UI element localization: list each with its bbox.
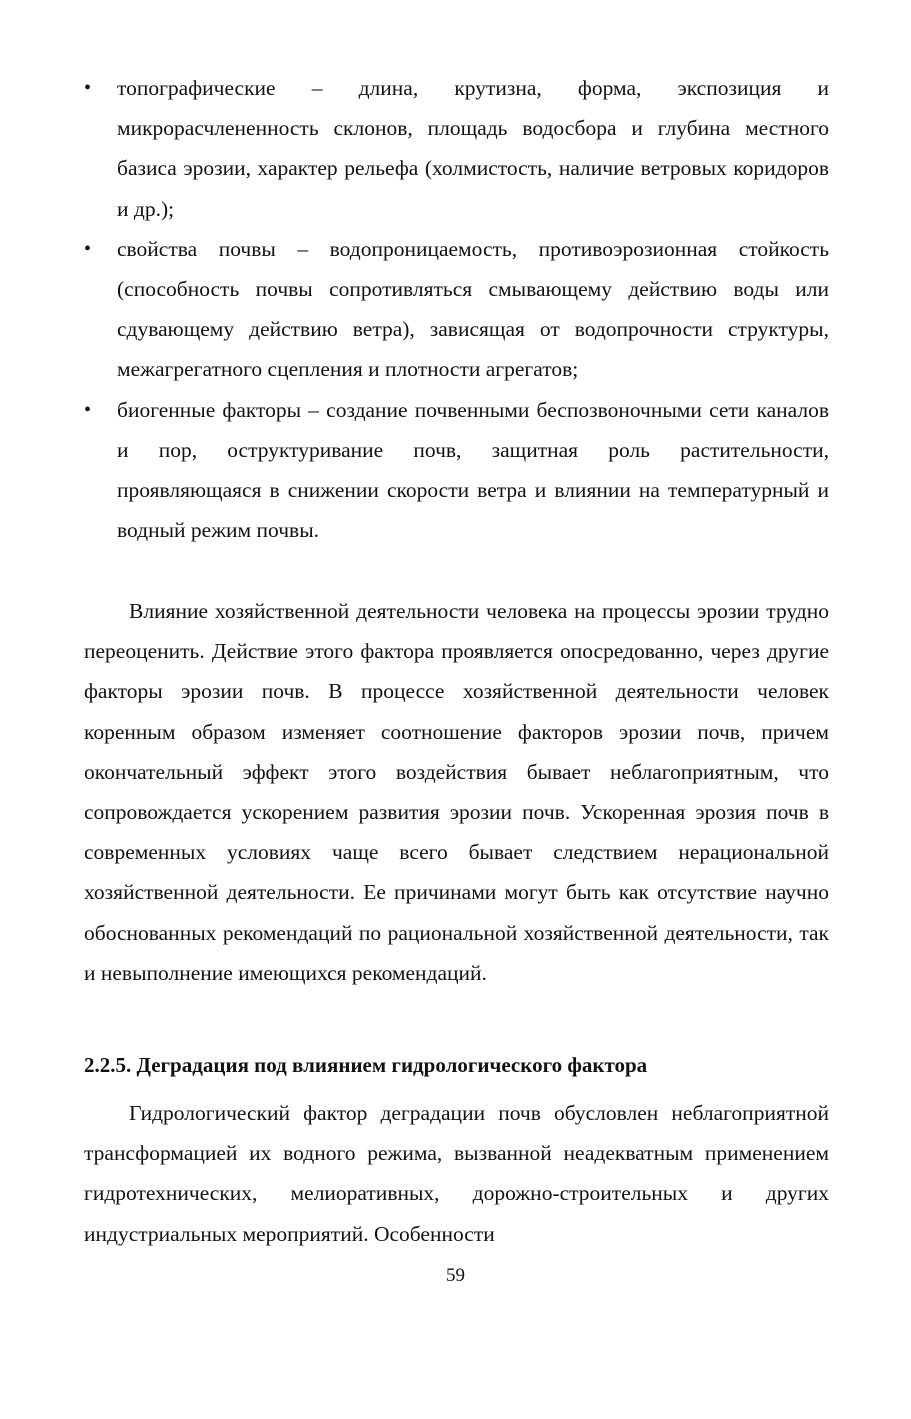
bullet-icon: •: [84, 77, 92, 99]
bullet-icon: •: [84, 237, 92, 260]
bullet-text: топографические – длина, крутизна, форма, экспозиция и микрорасчлененность склонов, площадь водосбора и глубина местного базиса эрозии, характер рельефа (холмистость, наличие ветровых коридоров и др.);: [117, 76, 829, 221]
bullet-text: биогенные факторы – создание почвенными беспозвоночными сети каналов и пор, оструктуривание почв, защитная роль растительности, проявляющаяся в снижении скорости ветра и влиянии на температурный и водный режим почвы.: [117, 397, 829, 543]
page-number: 59: [446, 1265, 465, 1286]
bullet-item-biogenic: [84, 390, 829, 551]
bullet-icon: •: [84, 398, 92, 421]
bullet-text: свойства почвы – водопроницаемость, противоэрозионная стойкость (способность почвы сопротивляться смывающему действию воды или сдувающему действию ветра), зависящая от водопрочности структуры, межагрегатного сцепления и плотности агрегатов;: [117, 236, 829, 382]
bullet-item-soil-properties: [84, 229, 829, 390]
paragraph-hydrological-factor: Гидрологический фактор деградации почв обусловлен неблагоприятной трансформацией их водного режима, вызванной неадекватным применением гидротехнических, мелиоративных, дорожно-строительных и других индустриальных мероприятий. Особенности: [84, 1101, 829, 1246]
section-heading: 2.2.5. Деградация под влиянием гидрологического фактора: [84, 1053, 648, 1077]
bullet-item-topographic: [84, 68, 829, 229]
factor-bullet-list: [84, 68, 829, 550]
paragraph-human-activity: Влияние хозяйственной деятельности человека на процессы эрозии трудно переоценить. Действие этого фактора проявляется опосредованно, через другие факторы эрозии почв. В процессе хозяйственной деятельности человек коренным образом изменяет соотношение факторов эрозии почв, причем окончательный эффект этого воздействия бывает неблагоприятным, что сопровождается ускорением развития эрозии почв. Ускоренная эрозия почв в современных условиях чаще всего бывает следствием нерациональной хозяйственной деятельности. Ее причинами могут быть как отсутствие научно обоснованных рекомендаций по рациональной хозяйственной деятельности, так и невыполнение имеющихся рекомендаций.: [84, 599, 829, 985]
